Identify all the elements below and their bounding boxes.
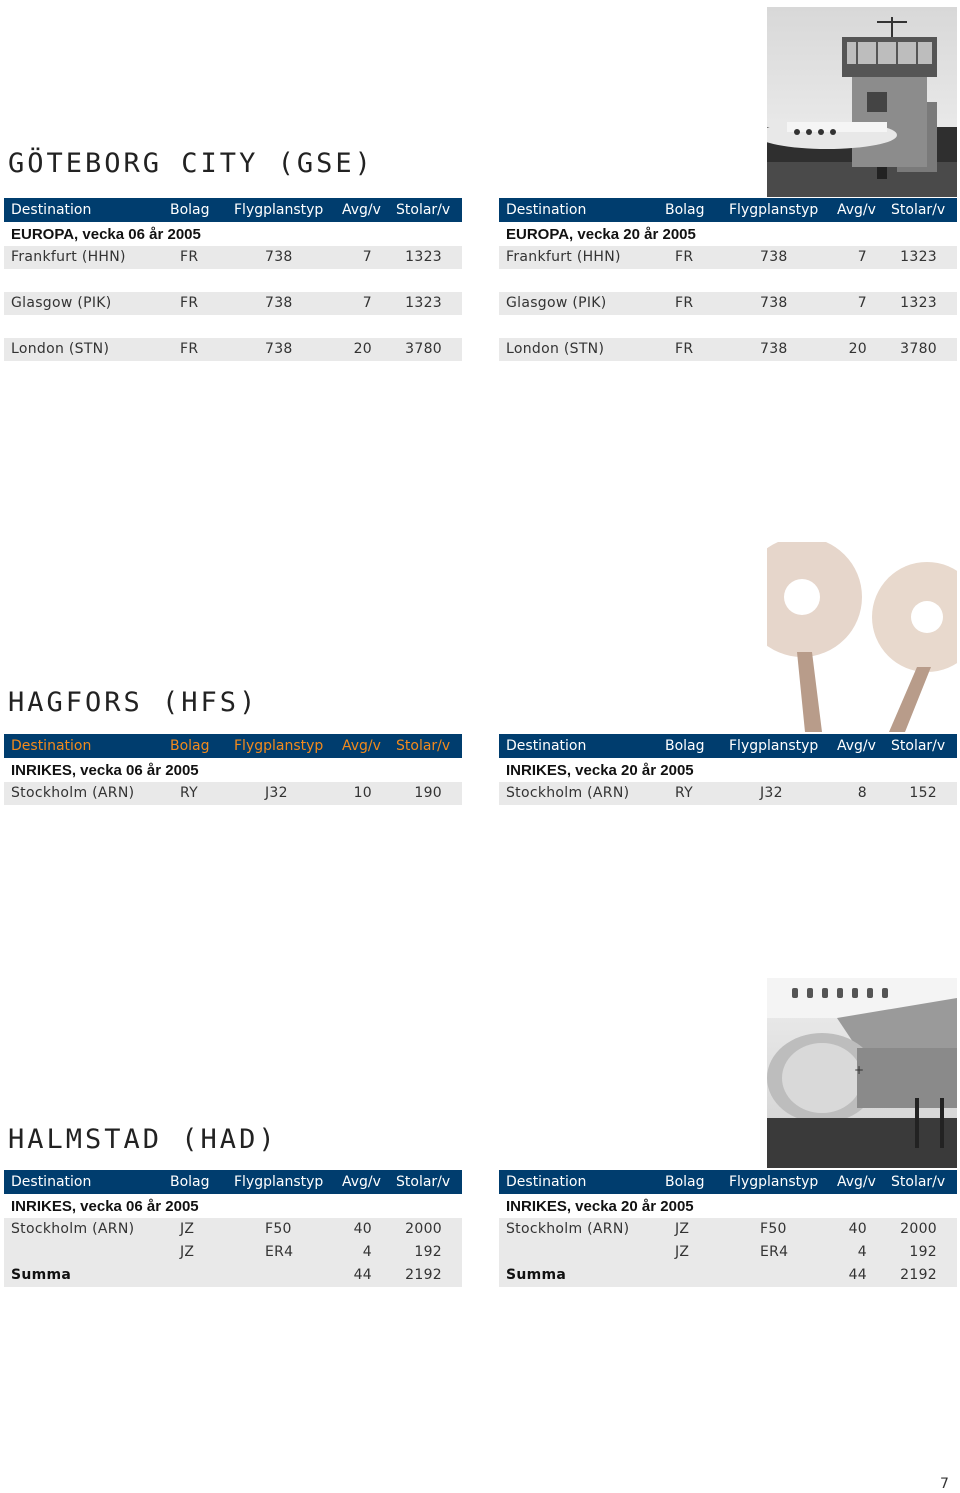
table-row: Glasgow (PIK) FR 738 7 1323 [4, 292, 462, 315]
flight-table [499, 734, 957, 805]
header-avg: Avg/v [342, 1174, 381, 1190]
table-header [499, 734, 957, 758]
header-stolar: Stolar/v [891, 1174, 946, 1190]
header-destination: Destination [506, 1174, 587, 1190]
header-avg: Avg/v [837, 202, 876, 218]
group-title: EUROPA, vecka 06 år 2005 [11, 226, 201, 243]
header-bolag: Bolag [170, 738, 210, 754]
header-destination: Destination [11, 738, 92, 754]
table-row: Frankfurt (HHN) FR 738 7 1323 [4, 246, 462, 269]
table-header [499, 1170, 957, 1194]
header-stolar: Stolar/v [891, 202, 946, 218]
group-title: INRIKES, vecka 06 år 2005 [11, 1198, 199, 1215]
header-destination: Destination [11, 202, 92, 218]
table-header [4, 734, 462, 758]
table-header [499, 198, 957, 222]
table-row: London (STN) FR 738 20 3780 [499, 338, 957, 361]
table-row: London (STN) FR 738 20 3780 [4, 338, 462, 361]
header-flygplanstyp: Flygplanstyp [234, 202, 324, 218]
header-destination: Destination [506, 202, 587, 218]
header-avg: Avg/v [342, 202, 381, 218]
table-row: Stockholm (ARN) JZ F50 40 2000 [499, 1218, 957, 1241]
header-avg: Avg/v [837, 738, 876, 754]
header-avg: Avg/v [837, 1174, 876, 1190]
flight-table [4, 1170, 462, 1287]
flight-table [499, 198, 957, 361]
page-number: 7 [940, 1476, 949, 1492]
header-stolar: Stolar/v [396, 202, 451, 218]
header-flygplanstyp: Flygplanstyp [729, 738, 819, 754]
header-stolar: Stolar/v [891, 738, 946, 754]
flight-table [4, 734, 462, 805]
summary-row: Summa 44 2192 [499, 1264, 957, 1287]
control-tower-photo [767, 7, 957, 197]
header-bolag: Bolag [665, 1174, 705, 1190]
header-stolar: Stolar/v [396, 1174, 451, 1190]
header-avg: Avg/v [342, 738, 381, 754]
table-row: Glasgow (PIK) FR 738 7 1323 [499, 292, 957, 315]
header-flygplanstyp: Flygplanstyp [234, 738, 324, 754]
svg-text:+: + [854, 1063, 865, 1077]
flight-table [499, 1170, 957, 1287]
header-destination: Destination [506, 738, 587, 754]
header-flygplanstyp: Flygplanstyp [234, 1174, 324, 1190]
ear-protection-photo [767, 542, 957, 732]
group-title: INRIKES, vecka 06 år 2005 [11, 762, 199, 779]
header-flygplanstyp: Flygplanstyp [729, 202, 819, 218]
section-title-hfs: HAGFORS (HFS) [8, 687, 259, 718]
table-row: Frankfurt (HHN) FR 738 7 1323 [499, 246, 957, 269]
header-flygplanstyp: Flygplanstyp [729, 1174, 819, 1190]
section-title-gse: GÖTEBORG CITY (GSE) [8, 148, 374, 179]
table-row: JZ ER4 4 192 [499, 1241, 957, 1264]
group-title: EUROPA, vecka 20 år 2005 [506, 226, 696, 243]
section-title-had: HALMSTAD (HAD) [8, 1124, 278, 1155]
group-title: INRIKES, vecka 20 år 2005 [506, 1198, 694, 1215]
flight-table [4, 198, 462, 361]
header-bolag: Bolag [665, 738, 705, 754]
table-row: Stockholm (ARN) JZ F50 40 2000 [4, 1218, 462, 1241]
header-stolar: Stolar/v [396, 738, 451, 754]
header-destination: Destination [11, 1174, 92, 1190]
airplane-engine-photo [767, 978, 957, 1168]
table-header [4, 198, 462, 222]
table-row: JZ ER4 4 192 [4, 1241, 462, 1264]
table-row: Stockholm (ARN) RY J32 8 152 [499, 782, 957, 805]
table-header [4, 1170, 462, 1194]
summary-row: Summa 44 2192 [4, 1264, 462, 1287]
header-bolag: Bolag [665, 202, 705, 218]
header-bolag: Bolag [170, 1174, 210, 1190]
group-title: INRIKES, vecka 20 år 2005 [506, 762, 694, 779]
header-bolag: Bolag [170, 202, 210, 218]
table-row: Stockholm (ARN) RY J32 10 190 [4, 782, 462, 805]
